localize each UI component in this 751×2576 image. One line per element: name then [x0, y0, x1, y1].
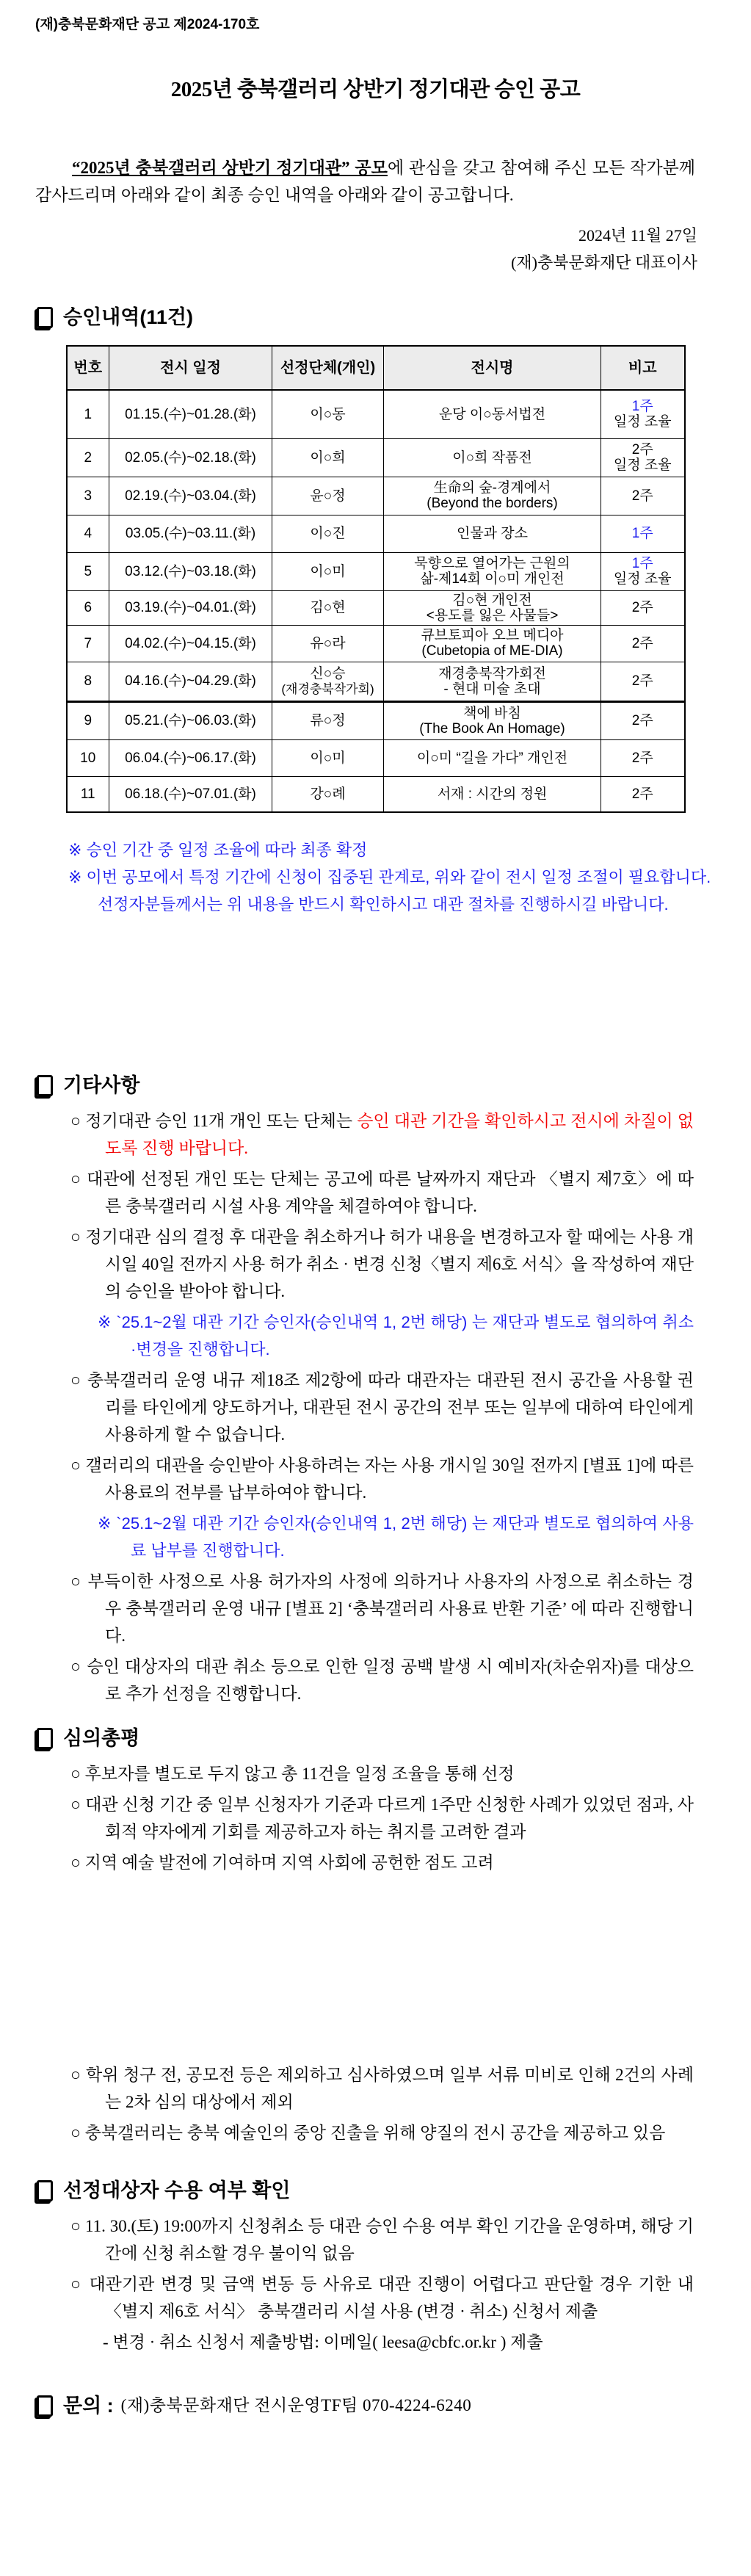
list-item: ○ 후보자를 별도로 두지 않고 총 11건을 일정 조율을 통해 선정 — [70, 1765, 515, 1783]
doc-number: (재)충북문화재단 공고 제2024-170호 — [35, 17, 260, 32]
list-item: ○ 지역 예술 발전에 기여하며 지역 사회에 공헌한 점도 고려 — [70, 1853, 494, 1872]
blue-subnote: ※ `25.1~2월 대관 기간 승인자(승인내역 1, 2번 해당) 는 재단과 별도로 협의하여 취소·변경을 진행합니다. — [98, 1313, 694, 1358]
table-notes — [35, 836, 716, 918]
table-row: 6 03.19.(수)~04.01.(화) 김○현 김○현 개인전 <용도를 잃은 사물들> 2주 — [67, 590, 685, 625]
list-item: ○ 충북갤러리 운영 내규 제18조 제2항에 따라 대관자는 대관된 전시 공간을 사용할 권리를 타인에게 양도하거나, 대관된 전시 공간의 전부 또는 일부에 대하여 타인에게 사용하게 할 수 없습니다. — [70, 1371, 694, 1444]
inquiry-section — [35, 2391, 716, 2420]
acceptance-bullet-list — [35, 2213, 716, 2356]
signer: (재)충북문화재단 대표이사 — [511, 253, 697, 272]
section-box-icon — [37, 1728, 53, 1749]
list-item: ○ 충북갤러리는 충북 예술인의 중앙 진출을 위해 양질의 전시 공간을 제공하고 있음 — [70, 2124, 666, 2142]
week-badge: 2주 — [631, 488, 653, 504]
table-row: 4 03.05.(수)~03.11.(화) 이○진 인물과 장소 1주 — [67, 515, 685, 552]
review-section-heading — [35, 1723, 716, 1753]
intro-paragraph — [35, 154, 716, 209]
week-badge: 2주 — [631, 786, 653, 802]
note-line: ※ 승인 기간 중 일정 조율에 따라 최종 확정 — [68, 841, 368, 859]
approval-heading-text: 승인내역(11건) — [63, 306, 193, 328]
note-line: ※ 이번 공모에서 특정 기간에 신청이 집중된 관계로, 위와 같이 전시 일정 조절이 필요합니다. — [68, 868, 711, 886]
table-row: 9 05.21.(수)~06.03.(화) 류○정 책에 바침 (The Book An Homage) 2주 — [67, 701, 685, 739]
table-row: 5 03.12.(수)~03.18.(화) 이○미 묵향으로 열어가는 근원의 삶-제14회 이○미 개인전 1주 일정 조율 — [67, 552, 685, 590]
misc-section-heading — [35, 1071, 716, 1100]
week-badge: 2주 — [631, 750, 653, 766]
inquiry-contact: (재)충북문화재단 전시운영TF팀 070-4224-6240 — [120, 2396, 472, 2414]
acceptance-heading-text: 선정대상자 수용 여부 확인 — [63, 2179, 291, 2201]
week-badge: 2주 — [631, 635, 653, 651]
week-badge: 2주 — [631, 673, 653, 689]
blue-subnote: ※ `25.1~2월 대관 기간 승인자(승인내역 1, 2번 해당) 는 재단과 별도로 협의하여 사용료 납부를 진행합니다. — [98, 1514, 694, 1560]
inquiry-heading-text: 문의 : — [63, 2395, 114, 2417]
col-header-group: 선정단체(개인) — [272, 346, 384, 390]
section-box-icon — [37, 2395, 53, 2417]
col-header-no: 번호 — [67, 346, 109, 390]
red-emphasis-text: 승인 대관 기간을 확인하시고 전시에 차질이 없도록 진행 바랍니다. — [105, 1112, 694, 1157]
list-item: ○ 정기대관 심의 결정 후 대관을 취소하거나 허가 내용을 변경하고자 할 때에는 사용 개시일 40일 전까지 사용 허가 취소 · 변경 신청〈별지 제6호 서식〉을 작성하여 재단의 승인을 받아야 합니다. — [70, 1228, 694, 1300]
misc-bullet-list — [35, 1107, 716, 1707]
review-heading-text: 심의총평 — [63, 1727, 140, 1749]
approval-table — [66, 345, 686, 813]
week-badge: 1주 — [631, 526, 653, 541]
table-row: 7 04.02.(수)~04.15.(화) 유○라 큐브토피아 오브 메디아 (Cubetopia of ME-DIA) 2주 — [67, 625, 685, 662]
list-item: ○ 승인 대상자의 대관 취소 등으로 인한 일정 공백 발생 시 예비자(차순위자)를 대상으로 추가 선정을 진행합니다. — [70, 1657, 694, 1703]
section-box-icon — [37, 1075, 53, 1096]
list-item: ○ 대관에 선정된 개인 또는 단체는 공고에 따른 날짜까지 재단과 〈별지 제7호〉에 따른 충북갤러리 시설 사용 계약을 체결하여야 합니다. — [70, 1170, 694, 1215]
acceptance-section-heading — [35, 2176, 716, 2205]
list-item: ○ 갤러리의 대관을 승인받아 사용하려는 자는 사용 개시일 30일 전까지 [별표 1]에 따른 사용료의 전부를 납부하여야 합니다. — [70, 1456, 694, 1502]
week-badge: 2주 — [631, 713, 653, 728]
table-row: 8 04.16.(수)~04.29.(화) 신○승 (재경충북작가회) 재경충북작가회전 - 현대 미술 초대 2주 — [67, 662, 685, 701]
list-item: ○ 대관기관 변경 및 금액 변동 등 사유로 대관 진행이 어렵다고 판단할 경우 기한 내 〈별지 제6호 서식〉 충북갤러리 시설 사용 (변경 · 취소) 신청서 제출 — [70, 2275, 694, 2320]
intro-lead: “2025년 충북갤러리 상반기 정기대관” 공모 — [72, 159, 388, 177]
table-row: 2 02.05.(수)~02.18.(화) 이○희 이○희 작품전 2주 일정 조율 — [67, 438, 685, 477]
list-item: ○ 대관 신청 기간 중 일부 신청자가 기준과 다르게 1주만 신청한 사례가 있었던 점과, 사회적 약자에게 기회를 제공하고자 하는 취지를 고려한 결과 — [70, 1795, 694, 1841]
intro-rest: 에 관심을 갖고 참여해 주신 모든 작가분께 감사드리며 아래와 같이 최종 승인 내역을 아래와 같이 공고합니다. — [35, 159, 695, 204]
table-row: 10 06.04.(수)~06.17.(화) 이○미 이○미 “길을 가다” 개인전 2주 — [67, 739, 685, 776]
page-title: 2025년 충북갤러리 상반기 정기대관 승인 공고 — [170, 78, 581, 101]
announcement-date: 2024년 11월 27일 — [578, 226, 697, 245]
list-item: ○ 학위 청구 전, 공모전 등은 제외하고 심사하였으며 일부 서류 미비로 인해 2건의 사례는 2차 심의 대상에서 제외 — [70, 2066, 694, 2111]
list-item: ○ 정기대관 승인 11개 개인 또는 단체는 승인 대관 기간을 확인하시고 전시에 차질이 없도록 진행 바랍니다. — [70, 1112, 694, 1157]
col-header-schedule: 전시 일정 — [109, 346, 272, 390]
approval-section-heading — [35, 303, 716, 332]
table-row: 1 01.15.(수)~01.28.(화) 이○동 운당 이○동서법전 1주 일정 조율 — [67, 390, 685, 438]
week-badge: 1주 — [631, 399, 653, 415]
week-badge: 2주 — [631, 442, 653, 457]
week-badge: 2주 — [631, 600, 653, 615]
table-row: 11 06.18.(수)~07.01.(화) 강○례 서재 : 시간의 정원 2주 — [67, 776, 685, 812]
week-badge: 1주 — [631, 556, 653, 571]
note-line: 선정자분들께서는 위 내용을 반드시 확인하시고 대관 절차를 진행하시길 바랍니다. — [98, 895, 669, 913]
list-item: ○ 11. 30.(토) 19:00까지 신청취소 등 대관 승인 수용 여부 확인 기간을 운영하며, 해당 기간에 신청 취소할 경우 불이익 없음 — [70, 2217, 694, 2262]
review-bullet-list — [35, 1760, 716, 2146]
col-header-note: 비고 — [601, 346, 685, 390]
misc-heading-text: 기타사항 — [63, 1074, 140, 1096]
table-row: 3 02.19.(수)~03.04.(화) 윤○정 生命의 숲-경계에서 (Beyond the borders) 2주 — [67, 477, 685, 515]
list-item: ○ 부득이한 사정으로 사용 허가자의 사정에 의하거나 사용자의 사정으로 취소하는 경우 충북갤러리 운영 내규 [별표 2] ‘충북갤러리 사용료 반환 기준’ 에 따라 진행합니다. — [70, 1572, 694, 1645]
table-header-row — [67, 346, 685, 390]
section-box-icon — [37, 2180, 53, 2201]
col-header-exhibition: 전시명 — [384, 346, 601, 390]
submission-method-line: - 변경 · 취소 신청서 제출방법: 이메일( leesa@cbfc.or.kr ) 제출 — [103, 2333, 543, 2351]
section-box-icon — [37, 307, 53, 328]
